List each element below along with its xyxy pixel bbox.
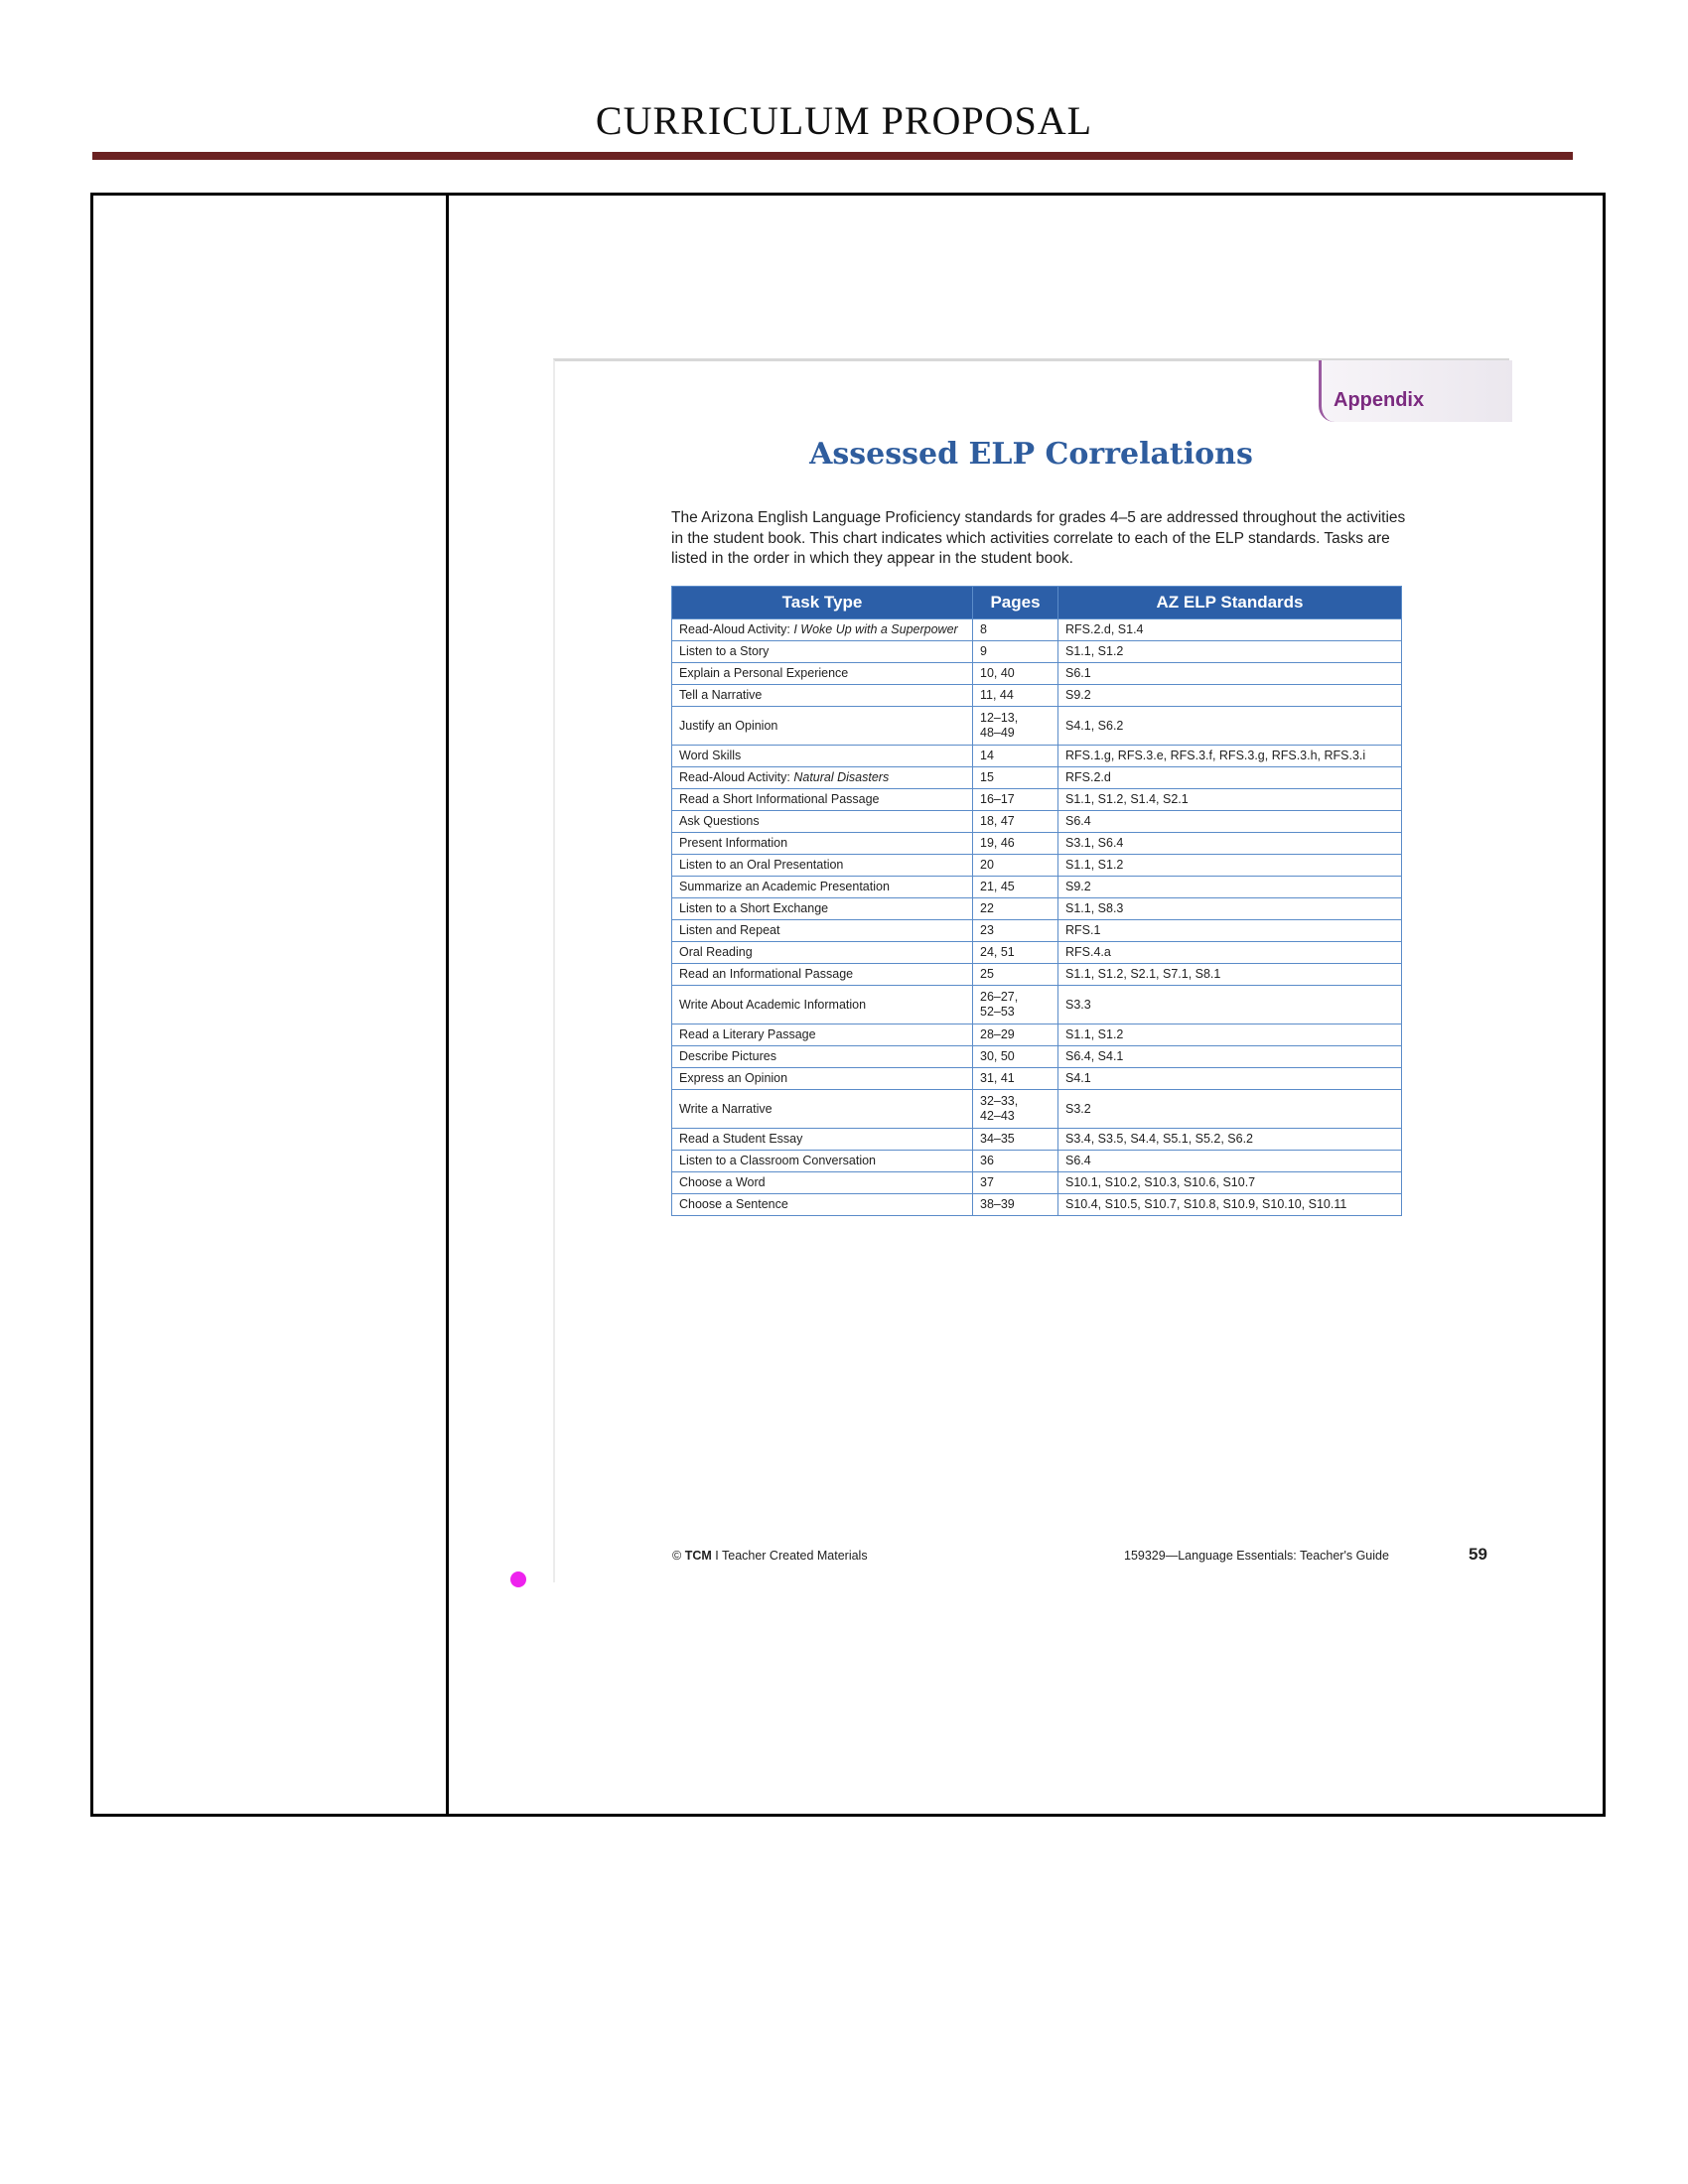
table-row bbox=[672, 1068, 1402, 1090]
standards-cell: S3.3 bbox=[1058, 986, 1402, 1024]
standards-cell: S1.1, S1.2 bbox=[1058, 1024, 1402, 1046]
task-type-cell bbox=[672, 685, 973, 707]
task-type-text: Read a Literary Passage bbox=[679, 1027, 816, 1041]
table-row bbox=[672, 1172, 1402, 1194]
standards-cell: S3.2 bbox=[1058, 1090, 1402, 1129]
table-row bbox=[672, 746, 1402, 767]
task-type-text: Summarize an Academic Presentation bbox=[679, 880, 890, 893]
task-type-text: Read a Student Essay bbox=[679, 1132, 803, 1146]
task-type-cell bbox=[672, 1151, 973, 1172]
standards-cell: RFS.2.d, S1.4 bbox=[1058, 619, 1402, 641]
appendix-label: Appendix bbox=[1334, 389, 1425, 411]
standards-cell: S1.1, S1.2, S2.1, S7.1, S8.1 bbox=[1058, 964, 1402, 986]
pages-cell: 16–17 bbox=[973, 789, 1058, 811]
table-row bbox=[672, 663, 1402, 685]
table-row bbox=[672, 986, 1402, 1024]
standards-cell: S4.1 bbox=[1058, 1068, 1402, 1090]
table-row bbox=[672, 1129, 1402, 1151]
table-row bbox=[672, 1024, 1402, 1046]
task-type-text: Read a Short Informational Passage bbox=[679, 792, 880, 806]
table-row bbox=[672, 685, 1402, 707]
standards-cell: S10.1, S10.2, S10.3, S10.6, S10.7 bbox=[1058, 1172, 1402, 1194]
table-row bbox=[672, 898, 1402, 920]
frame-column-divider bbox=[446, 193, 449, 1817]
table-row bbox=[672, 833, 1402, 855]
table-row bbox=[672, 855, 1402, 877]
task-type-text: Explain a Personal Experience bbox=[679, 666, 849, 680]
task-type-cell bbox=[672, 767, 973, 789]
table-row bbox=[672, 1194, 1402, 1216]
table-row bbox=[672, 920, 1402, 942]
standards-cell: S6.4 bbox=[1058, 811, 1402, 833]
table-row bbox=[672, 1151, 1402, 1172]
standards-cell: S9.2 bbox=[1058, 685, 1402, 707]
task-type-cell bbox=[672, 1194, 973, 1216]
pages-cell: 32–33, 42–43 bbox=[973, 1090, 1058, 1129]
task-type-cell bbox=[672, 1068, 973, 1090]
standards-cell: S6.4 bbox=[1058, 1151, 1402, 1172]
task-type-text: Write a Narrative bbox=[679, 1101, 773, 1116]
standards-cell: S6.4, S4.1 bbox=[1058, 1046, 1402, 1068]
task-type-text: Ask Questions bbox=[679, 814, 760, 828]
pages-cell: 18, 47 bbox=[973, 811, 1058, 833]
task-type-text: Listen to a Story bbox=[679, 644, 770, 658]
header-task-type: Task Type bbox=[672, 587, 973, 619]
task-type-text: Listen and Repeat bbox=[679, 923, 780, 937]
pages-cell: 23 bbox=[973, 920, 1058, 942]
task-type-text: Oral Reading bbox=[679, 945, 753, 959]
task-type-cell bbox=[672, 746, 973, 767]
footer-product: 159329—Language Essentials: Teacher's Guide bbox=[1124, 1549, 1389, 1563]
task-type-cell bbox=[672, 833, 973, 855]
task-type-text: Choose a Word bbox=[679, 1175, 766, 1189]
standards-cell: S1.1, S1.2, S1.4, S2.1 bbox=[1058, 789, 1402, 811]
task-type-cell bbox=[672, 898, 973, 920]
task-type-text: Read an Informational Passage bbox=[679, 967, 854, 981]
sheet-title: Assessed ELP Correlations bbox=[809, 437, 1253, 472]
pages-cell: 34–35 bbox=[973, 1129, 1058, 1151]
task-title-italic: I Woke Up with a Superpower bbox=[793, 622, 958, 636]
standards-cell: RFS.1.g, RFS.3.e, RFS.3.f, RFS.3.g, RFS.3.h, RFS.3.i bbox=[1058, 746, 1402, 767]
annotation-marker-dot bbox=[510, 1571, 526, 1587]
header-az-elp-standards: AZ ELP Standards bbox=[1058, 587, 1402, 619]
task-type-cell bbox=[672, 986, 973, 1024]
footer-publisher bbox=[672, 1549, 868, 1563]
task-type-cell bbox=[672, 619, 973, 641]
elp-correlation-table bbox=[671, 586, 1402, 1216]
task-type-cell bbox=[672, 964, 973, 986]
task-type-cell bbox=[672, 707, 973, 746]
pages-cell: 37 bbox=[973, 1172, 1058, 1194]
task-type-cell bbox=[672, 789, 973, 811]
table-row bbox=[672, 1090, 1402, 1129]
task-type-cell bbox=[672, 920, 973, 942]
task-type-text: Word Skills bbox=[679, 749, 742, 762]
intro-paragraph: The Arizona English Language Proficiency standards for grades 4–5 are addressed throughout the activities in the student book. This chart indicates which activities correlate to each of the ELP standards. Tasks are listed in the order in which they appear in the student book. bbox=[671, 509, 1406, 567]
table-row bbox=[672, 619, 1402, 641]
task-type-text: Tell a Narrative bbox=[679, 688, 763, 702]
table-row bbox=[672, 877, 1402, 898]
pages-cell: 15 bbox=[973, 767, 1058, 789]
table-row bbox=[672, 707, 1402, 746]
standards-cell: S6.1 bbox=[1058, 663, 1402, 685]
task-type-cell bbox=[672, 877, 973, 898]
pages-cell: 26–27, 52–53 bbox=[973, 986, 1058, 1024]
pages-cell: 19, 46 bbox=[973, 833, 1058, 855]
pages-cell: 14 bbox=[973, 746, 1058, 767]
standards-cell: RFS.2.d bbox=[1058, 767, 1402, 789]
task-type-text: Listen to a Classroom Conversation bbox=[679, 1154, 877, 1167]
task-type-cell bbox=[672, 1024, 973, 1046]
header-pages: Pages bbox=[973, 587, 1058, 619]
table-row bbox=[672, 767, 1402, 789]
pages-cell: 28–29 bbox=[973, 1024, 1058, 1046]
task-type-text: Express an Opinion bbox=[679, 1071, 788, 1085]
pages-cell: 21, 45 bbox=[973, 877, 1058, 898]
pages-cell: 11, 44 bbox=[973, 685, 1058, 707]
pages-cell: 8 bbox=[973, 619, 1058, 641]
task-type-cell bbox=[672, 1090, 973, 1129]
pages-cell: 12–13, 48–49 bbox=[973, 707, 1058, 746]
task-type-cell bbox=[672, 1129, 973, 1151]
standards-cell: S9.2 bbox=[1058, 877, 1402, 898]
standards-cell: RFS.4.a bbox=[1058, 942, 1402, 964]
copyright-symbol: © bbox=[672, 1549, 682, 1563]
task-type-text: Describe Pictures bbox=[679, 1049, 776, 1063]
table-body bbox=[672, 619, 1402, 1216]
pages-cell: 22 bbox=[973, 898, 1058, 920]
table-row bbox=[672, 1046, 1402, 1068]
pages-cell: 31, 41 bbox=[973, 1068, 1058, 1090]
task-type-text: Choose a Sentence bbox=[679, 1197, 788, 1211]
table-header-row bbox=[672, 587, 1402, 619]
task-type-text: Write About Academic Information bbox=[679, 997, 867, 1012]
standards-cell: S3.4, S3.5, S4.4, S5.1, S5.2, S6.2 bbox=[1058, 1129, 1402, 1151]
standards-cell: RFS.1 bbox=[1058, 920, 1402, 942]
standards-cell: S10.4, S10.5, S10.7, S10.8, S10.9, S10.10, S10.11 bbox=[1058, 1194, 1402, 1216]
task-type-text: Justify an Opinion bbox=[679, 718, 778, 733]
task-type-cell bbox=[672, 811, 973, 833]
standards-cell: S1.1, S8.3 bbox=[1058, 898, 1402, 920]
pages-cell: 10, 40 bbox=[973, 663, 1058, 685]
task-type-text: Listen to an Oral Presentation bbox=[679, 858, 844, 872]
table-row bbox=[672, 641, 1402, 663]
publisher-name: I Teacher Created Materials bbox=[715, 1549, 868, 1563]
task-title-italic: Natural Disasters bbox=[793, 770, 890, 784]
title-rule bbox=[92, 152, 1573, 160]
document-title: CURRICULUM PROPOSAL bbox=[595, 98, 1093, 143]
pages-cell: 20 bbox=[973, 855, 1058, 877]
task-type-text: Read-Aloud Activity: bbox=[679, 622, 794, 636]
pages-cell: 24, 51 bbox=[973, 942, 1058, 964]
brand-logo-text: TCM bbox=[684, 1549, 712, 1563]
task-type-cell bbox=[672, 641, 973, 663]
task-type-cell bbox=[672, 942, 973, 964]
pages-cell: 9 bbox=[973, 641, 1058, 663]
task-type-cell bbox=[672, 1046, 973, 1068]
standards-cell: S3.1, S6.4 bbox=[1058, 833, 1402, 855]
pages-cell: 38–39 bbox=[973, 1194, 1058, 1216]
task-type-cell bbox=[672, 1172, 973, 1194]
table-row bbox=[672, 942, 1402, 964]
standards-cell: S1.1, S1.2 bbox=[1058, 855, 1402, 877]
pages-cell: 30, 50 bbox=[973, 1046, 1058, 1068]
task-type-text: Read-Aloud Activity: bbox=[679, 770, 794, 784]
pages-cell: 36 bbox=[973, 1151, 1058, 1172]
task-type-cell bbox=[672, 855, 973, 877]
table-row bbox=[672, 964, 1402, 986]
standards-cell: S4.1, S6.2 bbox=[1058, 707, 1402, 746]
task-type-text: Present Information bbox=[679, 836, 788, 850]
standards-cell: S1.1, S1.2 bbox=[1058, 641, 1402, 663]
pages-cell: 25 bbox=[973, 964, 1058, 986]
page-number: 59 bbox=[1469, 1545, 1487, 1564]
task-type-cell bbox=[672, 663, 973, 685]
table-row bbox=[672, 811, 1402, 833]
table-row bbox=[672, 789, 1402, 811]
task-type-text: Listen to a Short Exchange bbox=[679, 901, 829, 915]
